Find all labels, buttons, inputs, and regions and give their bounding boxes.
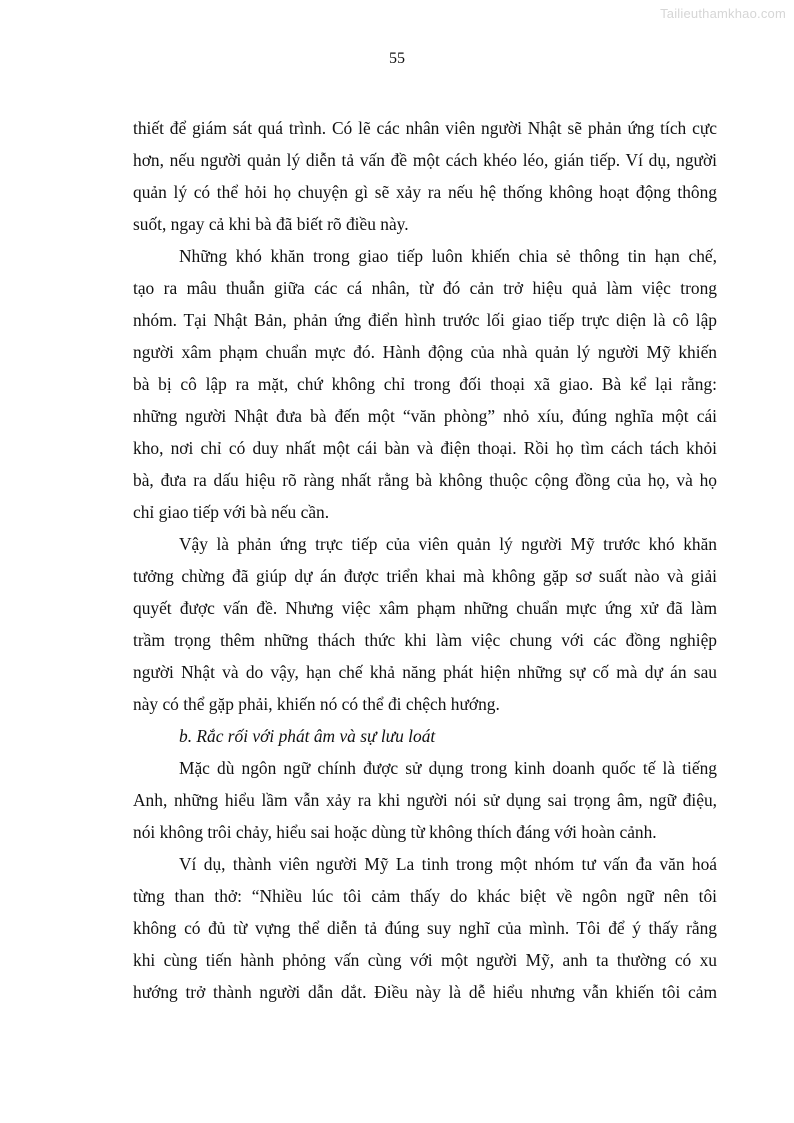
text-line: không có đủ từ vựng thể diễn tả đúng suy nghĩ của mình. Tôi để ý thấy rằng xyxy=(133,918,717,938)
text-line: khi cùng tiến hành phỏng vấn cùng với một người Mỹ, anh ta thường có xu xyxy=(133,950,717,970)
text-line: kho, nơi chỉ có duy nhất một cái bàn và điện thoại. Rồi họ tìm cách tách khỏi xyxy=(133,438,717,458)
body-text xyxy=(133,112,717,1008)
text-line: trầm trọng thêm những thách thức khi làm việc chung với các đồng nghiệp xyxy=(133,630,717,650)
text-line: hướng trở thành người dẫn dắt. Điều này là dễ hiểu nhưng vẫn khiến tôi cảm xyxy=(133,982,717,1002)
text-line: bà, đưa ra dấu hiệu rõ ràng nhất rằng bà không thuộc cộng đồng của họ, và họ xyxy=(133,470,717,490)
text-line: Anh, những hiểu lầm vẫn xảy ra khi người nói sử dụng sai trọng âm, ngữ điệu, xyxy=(133,790,717,810)
text-line: những người Nhật đưa bà đến một “văn phòng” nhỏ xíu, đúng nghĩa một cái xyxy=(133,406,717,426)
text-line: từng than thở: “Nhiều lúc tôi cảm thấy do khác biệt về ngôn ngữ nên tôi xyxy=(133,886,717,906)
text-line: thiết để giám sát quá trình. Có lẽ các nhân viên người Nhật sẽ phản ứng tích cực xyxy=(133,118,717,138)
page-number: 55 xyxy=(389,50,405,67)
text-line: người Nhật và do vậy, hạn chế khả năng phát hiện những sự cố mà dự án sau xyxy=(133,662,717,682)
text-line: Vậy là phản ứng trực tiếp của viên quản lý người Mỹ trước khó khăn xyxy=(179,534,717,554)
text-line: nói không trôi chảy, hiểu sai hoặc dùng từ không thích đáng với hoàn cảnh. xyxy=(133,822,657,842)
text-line: tưởng chừng đã giúp dự án được triển khai mà không gặp sơ suất nào và giải xyxy=(133,566,717,586)
text-line: tạo ra mâu thuẫn giữa các cá nhân, từ đó cản trở hiệu quả làm việc trong xyxy=(133,278,717,298)
text-line: Những khó khăn trong giao tiếp luôn khiến chia sẻ thông tin hạn chế, xyxy=(179,246,717,266)
watermark: Tailieuthamkhao.com xyxy=(660,6,786,21)
text-line: quyết được vấn đề. Nhưng việc xâm phạm những chuẩn mực ứng xử đã làm xyxy=(133,598,717,618)
text-line: hơn, nếu người quản lý diễn tả vấn đề một cách khéo léo, gián tiếp. Ví dụ, người xyxy=(133,150,717,170)
text-line: suốt, ngay cả khi bà đã biết rõ điều này. xyxy=(133,214,409,234)
text-line: quản lý có thể hỏi họ chuyện gì sẽ xảy ra nếu hệ thống không hoạt động thông xyxy=(133,182,717,202)
section-heading: b. Rắc rối với phát âm và sự lưu loát xyxy=(179,726,436,746)
text-line: chỉ giao tiếp với bà nếu cần. xyxy=(133,502,330,522)
text-line: người xâm phạm chuẩn mực đó. Hành động của nhà quản lý người Mỹ khiến xyxy=(133,342,717,362)
text-line: Ví dụ, thành viên người Mỹ La tinh trong một nhóm tư vấn đa văn hoá xyxy=(179,854,717,874)
text-line: Mặc dù ngôn ngữ chính được sử dụng trong kinh doanh quốc tế là tiếng xyxy=(179,758,717,778)
text-line: bà bị cô lập ra mặt, chứ không chỉ trong đối thoại xã giao. Bà kể lại rằng: xyxy=(133,374,717,394)
text-line: nhóm. Tại Nhật Bản, phản ứng điển hình trước lối giao tiếp trực diện là cô lập xyxy=(133,310,717,330)
text-line: này có thể gặp phải, khiến nó có thể đi chệch hướng. xyxy=(133,694,500,714)
